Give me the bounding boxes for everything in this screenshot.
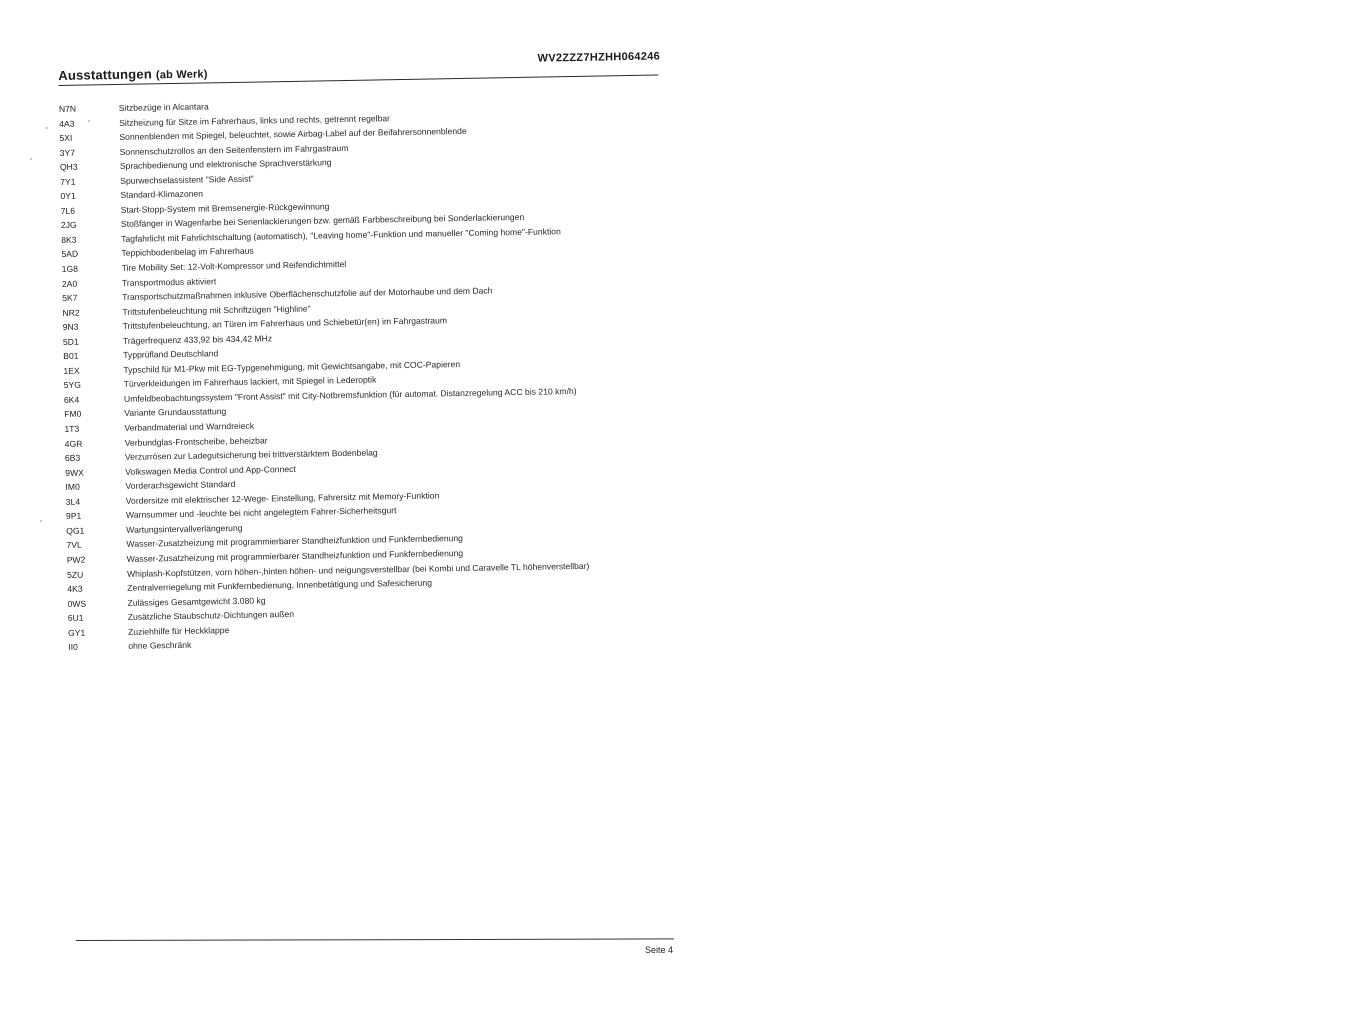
equipment-code: 3L4 <box>65 496 81 507</box>
equipment-code: 4K3 <box>67 583 83 594</box>
equipment-description: Verbandmaterial und Warndreieck <box>124 420 255 433</box>
footer-rule <box>76 938 674 941</box>
equipment-description: Wasser-Zusatzheizung mit programmierbarer Standheizfunktion und Funkfernbedienung <box>126 547 464 564</box>
scan-speck <box>88 120 90 122</box>
equipment-description: Zuziehhilfe für Heckklappe <box>127 624 230 637</box>
equipment-description: Wartungsintervallverlängerung <box>126 522 243 535</box>
equipment-code: 7L6 <box>60 205 76 216</box>
equipment-description: Zusätzliche Staubschutz-Dichtungen außen <box>127 609 295 623</box>
equipment-description: Warnsummer und -leuchte bei nicht angelegtem Fahrer-Sicherheitsgurt <box>125 505 397 521</box>
equipment-code: FM0 <box>64 409 82 420</box>
equipment-code: 5XI <box>59 132 73 144</box>
equipment-description: Umfeldbeobachtungssystem "Front Assist" mit City-Notbremsfunktion (für automat. Distanzregelung ACC bis 210 km/h) <box>123 385 577 404</box>
equipment-code: 5AD <box>61 249 79 260</box>
equipment-code: QH3 <box>59 161 78 173</box>
equipment-code: 6U1 <box>67 612 84 624</box>
equipment-document <box>58 47 678 653</box>
equipment-description: Zentralverriegelung mit Funkfernbedienung, Innenbetätigung und Safesicherung <box>127 577 433 593</box>
equipment-description: Trittstufenbeleuchtung, an Türen im Fahrerhaus und Schiebetür(en) im Fahrgastraum <box>122 315 448 332</box>
equipment-code: 5D1 <box>62 336 79 347</box>
equipment-description: Whiplash-Kopfstützen, vorn höhen-,hinten höhen- und neigungsverstellbar (bei Kombi und Caravelle TL höhenverstellbar) <box>126 560 590 579</box>
equipment-code: 5YG <box>63 380 82 391</box>
equipment-description: Spurwechselassistent "Side Assist" <box>120 173 254 186</box>
page-number: Seite 4 <box>645 945 674 955</box>
equipment-description: Tire Mobility Set: 12-Volt-Kompressor und Reifendichtmittel <box>121 259 347 273</box>
equipment-description: Transportschutzmaßnahmen inklusive Oberflächenschutzfolie auf der Motorhaube und dem Dach <box>122 285 493 303</box>
scan-speck <box>46 127 48 129</box>
equipment-code: NR2 <box>62 307 80 318</box>
equipment-description: Sprachbedienung und elektronische Sprachverstärkung <box>119 157 332 172</box>
equipment-code: 3Y7 <box>59 147 76 158</box>
equipment-description: Wasser-Zusatzheizung mit programmierbarer Standheizfunktion und Funkfernbedienung <box>126 533 463 550</box>
equipment-description: Trägerfrequenz 433,92 bis 434,42 MHz <box>122 333 273 346</box>
equipment-code: 4GR <box>64 438 83 449</box>
title-text: Ausstattungen <box>58 66 153 83</box>
equipment-code: PW2 <box>66 554 86 565</box>
equipment-code: 9P1 <box>65 510 82 522</box>
equipment-description: Vorderachsgewicht Standard <box>125 479 236 492</box>
equipment-code: B01 <box>63 350 79 362</box>
equipment-description: Standard-Klimazonen <box>120 188 204 201</box>
equipment-code: QG1 <box>66 525 85 536</box>
equipment-description: Tagfahrlicht mit Fahrlichtschaltung (automatisch), "Leaving home"-Funktion und manueller "Coming home"-Funktion <box>121 226 561 244</box>
equipment-description: Türverkleidungen im Fahrerhaus lackiert, mit Spiegel in Lederoptik <box>123 374 377 390</box>
vin-number: WV2ZZZ7HZHH064246 <box>537 50 661 65</box>
equipment-code: 6K4 <box>63 394 80 405</box>
equipment-code: N7N <box>58 103 77 114</box>
equipment-code: II0 <box>68 641 78 653</box>
equipment-code: 9N3 <box>62 321 79 333</box>
document-header <box>58 47 678 84</box>
equipment-code: 6B3 <box>64 452 81 464</box>
equipment-code: GY1 <box>67 627 86 638</box>
equipment-code: 4A3 <box>59 118 75 129</box>
equipment-description: Vordersitze mit elektrischer 12-Wege- Einstellung, Fahrersitz mit Memory-Funktion <box>125 490 440 506</box>
equipment-description: Verzurrösen zur Ladegutsicherung bei trittverstärktem Bodenbelag <box>124 447 378 463</box>
equipment-description: Sitzbezüge in Alcantara <box>118 101 209 113</box>
equipment-description: Sonnenblenden mit Spiegel, beleuchtet, sowie Airbag-Label auf der Beifahrersonnenblende <box>119 125 467 143</box>
equipment-code: 9WX <box>65 467 84 478</box>
scan-speck <box>40 520 42 522</box>
equipment-description: Start-Stopp-System mit Bremsenergie-Rückgewinnung <box>120 201 330 215</box>
equipment-code: 7VL <box>66 540 82 551</box>
equipment-description: Verbundglas-Frontscheibe, beheizbar <box>124 434 268 448</box>
equipment-description: Stoßfänger in Wagenfarbe bei Serienlackierungen bzw. gemäß Farbbeschreibung bei Sonderlackierungen <box>120 212 525 230</box>
equipment-code: 2A0 <box>61 278 78 289</box>
equipment-description: Volkswagen Media Control und App-Connect <box>125 463 296 477</box>
equipment-code: 5K7 <box>62 292 78 304</box>
equipment-code: 2JG <box>60 220 77 231</box>
scan-speck <box>30 158 32 160</box>
equipment-description: ohne Geschränk <box>128 639 192 652</box>
equipment-description: Sitzheizung für Sitze im Fahrerhaus, links und rechts, getrennt regelbar <box>119 112 391 128</box>
equipment-description: Trittstufenbeleuchtung mit Schriftzügen "Highline" <box>122 303 311 317</box>
equipment-code: 8K3 <box>61 234 77 245</box>
equipment-list <box>59 91 689 655</box>
equipment-description: Zulässiges Gesamtgewicht 3.080 kg <box>127 595 266 608</box>
equipment-code: 0WS <box>67 598 87 609</box>
equipment-description: Sonnenschutzrollos an den Seitenfenstern im Fahrgastraum <box>119 142 349 157</box>
equipment-description: Variante Grundausstattung <box>124 406 227 419</box>
equipment-description: Teppichbodenbelag im Fahrerhaus <box>121 246 254 259</box>
equipment-code: 1T3 <box>64 423 80 434</box>
equipment-description: Typprüfland Deutschland <box>123 348 219 361</box>
equipment-code: 5ZU <box>66 569 84 580</box>
equipment-code: 1G8 <box>61 263 79 274</box>
equipment-code: IM0 <box>65 481 80 493</box>
equipment-description: Typschild für M1-Pkw mit EG-Typgenehmigung, mit Gewichtsangabe, mit COC-Papieren <box>123 358 461 375</box>
equipment-code: 1EX <box>63 365 80 376</box>
page-title <box>58 65 208 83</box>
equipment-code: 7Y1 <box>60 176 76 187</box>
title-subtitle: (ab Werk) <box>155 68 208 82</box>
equipment-description: Transportmodus aktiviert <box>121 275 217 288</box>
equipment-code: 0Y1 <box>60 190 76 202</box>
